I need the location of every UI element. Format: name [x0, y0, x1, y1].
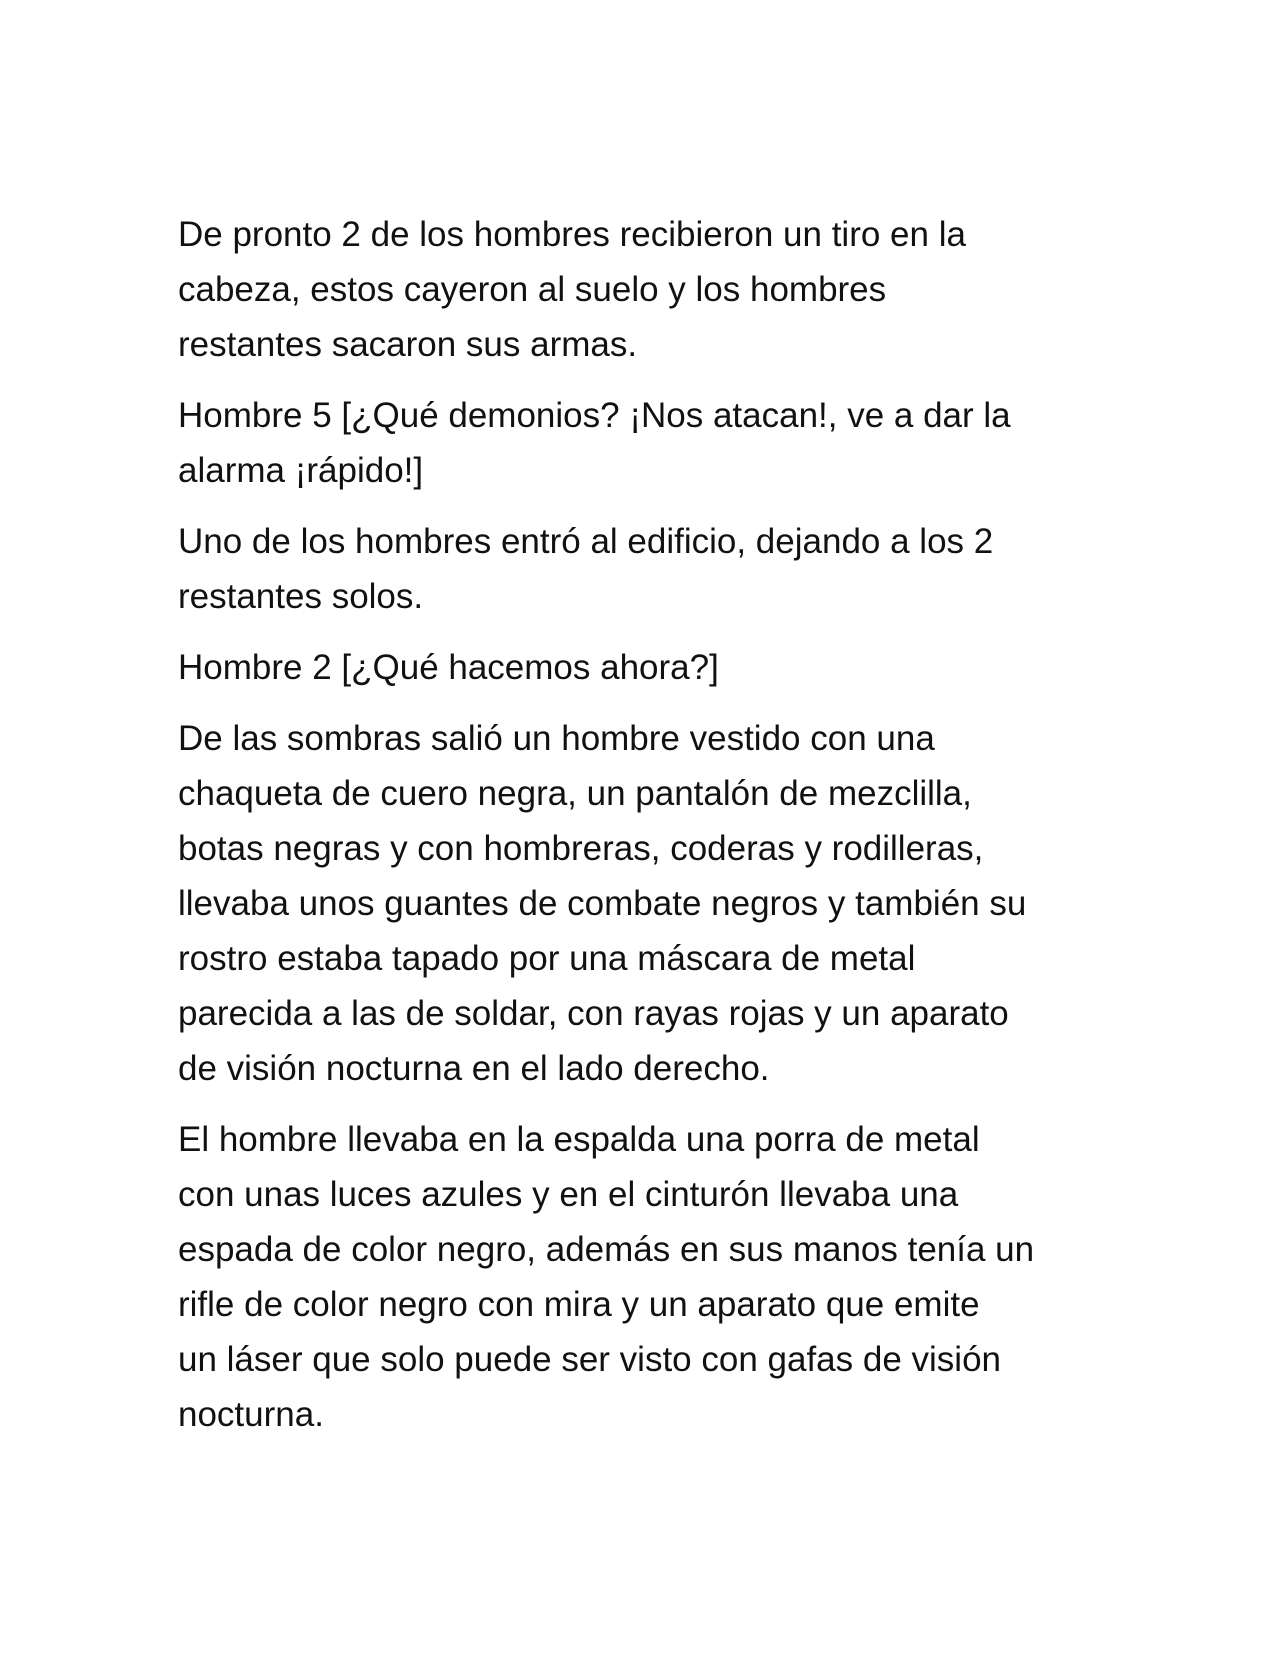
text-line: rostro estaba tapado por una máscara de metal: [178, 939, 916, 978]
paragraph-6: [178, 1112, 1128, 1442]
text-line: nocturna.: [178, 1395, 324, 1434]
text-line: botas negras y con hombreras, coderas y rodilleras,: [178, 829, 984, 868]
document-body: [178, 207, 1128, 1458]
text-line: alarma ¡rápido!]: [178, 451, 424, 490]
text-line: espada de color negro, además en sus manos tenía un: [178, 1230, 1035, 1269]
text-line: rifle de color negro con mira y un aparato que emite: [178, 1285, 980, 1324]
text-line: De pronto 2 de los hombres recibieron un tiro en la: [178, 215, 966, 254]
text-line: un láser que solo puede ser visto con gafas de visión: [178, 1340, 1002, 1379]
text-line: parecida a las de soldar, con rayas rojas y un aparato: [178, 994, 1009, 1033]
text-line: restantes solos.: [178, 577, 424, 616]
text-line: Hombre 5 [¿Qué demonios? ¡Nos atacan!, ve a dar la: [178, 396, 1011, 435]
text-line: llevaba unos guantes de combate negros y también su: [178, 884, 1027, 923]
text-line: de visión nocturna en el lado derecho.: [178, 1049, 770, 1088]
text-line: Hombre 2 [¿Qué hacemos ahora?]: [178, 648, 719, 687]
text-line: De las sombras salió un hombre vestido con una: [178, 719, 935, 758]
text-line: cabeza, estos cayeron al suelo y los hombres: [178, 270, 887, 309]
text-line: con unas luces azules y en el cinturón llevaba una: [178, 1175, 959, 1214]
paragraph-5: [178, 711, 1128, 1096]
text-line: chaqueta de cuero negra, un pantalón de mezclilla,: [178, 774, 972, 813]
paragraph-3: [178, 514, 1128, 624]
paragraph-2: [178, 388, 1128, 498]
text-line: Uno de los hombres entró al edificio, dejando a los 2: [178, 522, 994, 561]
text-line: restantes sacaron sus armas.: [178, 325, 638, 364]
paragraph-4: [178, 640, 1128, 695]
paragraph-1: [178, 207, 1128, 372]
text-line: El hombre llevaba en la espalda una porra de metal: [178, 1120, 980, 1159]
